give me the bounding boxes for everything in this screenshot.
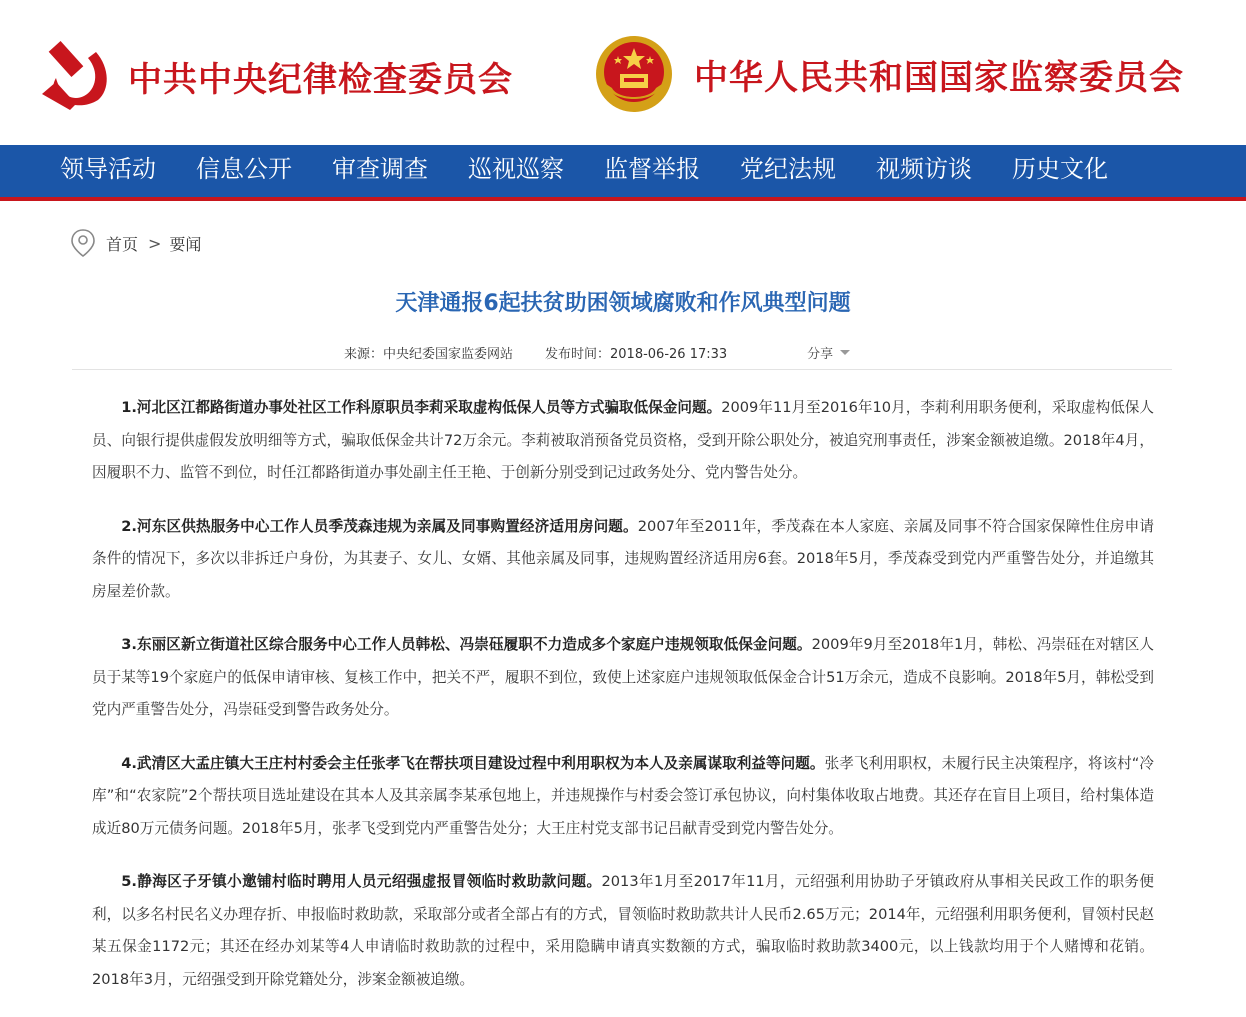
site-header [0,0,1246,145]
ccdi-name: 中共中央纪律检查委员会 [128,59,513,100]
breadcrumb-separator: > [148,233,162,253]
paragraph-body: 2009年9月至2018年1月，韩松、冯崇砡在对辖区人员于某等19个家庭户的低保申请审核、复核工作中，把关不严，履职不到位，致使上述家庭户违规领取低保金合计51万余元，造成不良影响。2018年5月，韩松受到党内严重警告处分，冯崇砡受到警告政务处分。 [92,636,1155,718]
paragraph-lead: 5.静海区子牙镇小邀铺村临时聘用人员元绍强虚报冒领临时救助款问题。 [121,873,602,890]
nav-item-investigation[interactable]: 审查调查 [332,155,428,183]
breadcrumb [70,228,201,258]
share-label: 分享 [807,347,834,362]
title-divider [72,369,1172,370]
article-paragraph [92,748,1154,846]
ccdi-logo-link[interactable] [36,38,513,114]
paragraph-body: 2009年11月至2016年10月，李莉利用职务便利，采取虚构低保人员、向银行提供虚假发放明细等方式，骗取低保金共计72万余元。李莉被取消预备党员资格，受到开除公职处分，被追究刑事责任，涉案金额被追缴。2018年4月，因履职不力、监管不到位，时任江都路街道办事处副主任王艳、于创新分别受到记过政务处分、党内警告处分。 [92,399,1155,481]
nav-item-information[interactable]: 信息公开 [196,155,292,183]
article-paragraph [92,392,1154,490]
paragraph-body: 张孝飞利用职权，未履行民主决策程序，将该村“冷库”和“农家院”2个帮扶项目选址建设在其本人及其亲属李某承包地上，并违规操作与村委会签订承包协议，向村集体收取占地费。其还存在盲目上项目，给村集体造成近80万元债务问题。2018年5月，张孝飞受到党内严重警告处分；大王庄村党支部书记吕献青受到党内警告处分。 [92,754,1154,837]
nav-item-video[interactable]: 视频访谈 [876,155,972,183]
article-source: 来源：中央纪委国家监委网站 [344,347,514,362]
paragraph-lead: 1.河北区江都路街道办事处社区工作科原职员李莉采取虚构低保人员等方式骗取低保金问题。 [121,399,722,416]
main-nav [0,145,1246,201]
paragraph-lead: 2.河东区供热服务中心工作人员季茂森违规为亲属及同事购置经济适用房问题。 [121,517,638,535]
share-button[interactable] [807,343,851,362]
article-paragraph [92,866,1154,996]
caret-down-icon [839,349,851,357]
article-title: 天津通报6起扶贫助困领域腐败和作风典型问题 [395,291,851,316]
article-meta [344,343,851,362]
nav-item-inspection[interactable]: 巡视巡察 [468,155,564,183]
paragraph-body: 2013年1月至2017年11月，元绍强利用协助子牙镇政府从事相关民政工作的职务便利，以多名村民名义办理存折、申报临时救助款，采取部分或者全部占有的方式，冒领临时救助款共计人民币2.65万元；2014年，元绍强利用职务便利，冒领村民赵某五保金1172元；其还在经办刘某等4人申请临时救助款的过程中，采用隐瞒申请真实数额的方式，骗取临时救助款3400元，以上钱款均用于个人赌博和花销。2018年3月，元绍强受到开除党籍处分，涉案金额被追缴。 [92,873,1155,988]
nav-item-report[interactable]: 监督举报 [604,155,700,183]
national-emblem-icon [594,34,674,114]
location-pin-icon [70,228,96,258]
paragraph-lead: 4.武清区大孟庄镇大王庄村村委会主任张孝飞在帮扶项目建设过程中利用职权为本人及亲属谋取利益等问题。 [121,754,825,772]
breadcrumb-home[interactable]: 首页 [106,234,139,254]
article-paragraph [92,629,1154,727]
article-body [92,392,1154,1017]
paragraph-body: 2007年至2011年，季茂森在本人家庭、亲属及同事不符合国家保障性住房申请条件的情况下，多次以非拆迁户身份，为其妻子、女儿、女婿、其他亲属及同事，违规购置经济适用房6套。2018年5月，季茂森受到党内严重警告处分，并追缴其房屋差价款。 [92,517,1154,600]
nsc-name: 中华人民共和国国家监察委员会 [694,57,1184,98]
nsc-logo-link[interactable] [594,34,1184,114]
article-time: 发布时间：2018-06-26 17:33 [545,347,728,362]
paragraph-lead: 3.东丽区新立街道社区综合服务中心工作人员韩松、冯崇砡履职不力造成多个家庭户违规领取低保金问题。 [121,636,812,653]
nav-item-leadership[interactable]: 领导活动 [60,155,156,183]
breadcrumb-current[interactable]: 要闻 [169,234,202,254]
article-paragraph [92,511,1154,609]
nav-item-history[interactable]: 历史文化 [1012,155,1108,183]
party-emblem-icon [36,38,112,114]
nav-item-regulations[interactable]: 党纪法规 [740,155,836,183]
